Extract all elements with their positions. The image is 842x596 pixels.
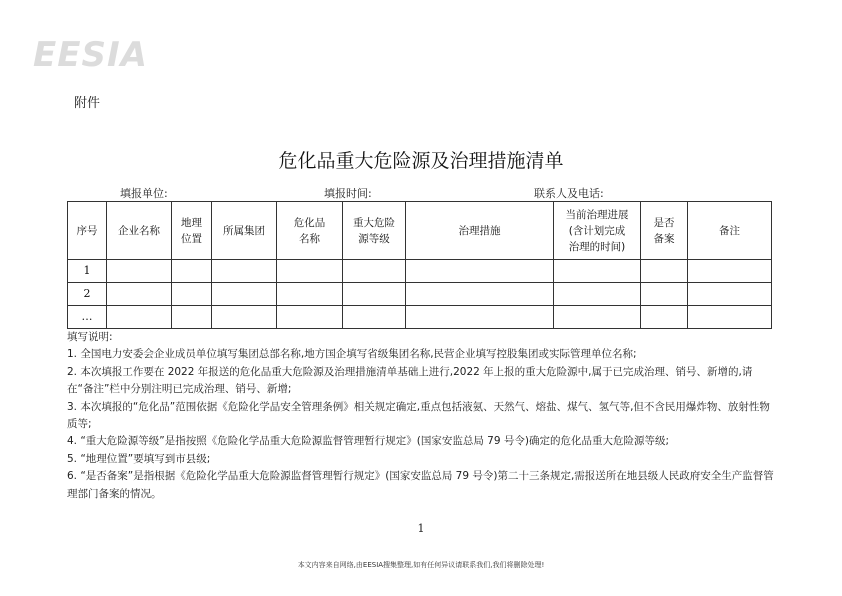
table-cell bbox=[406, 260, 554, 283]
hazard-source-table bbox=[67, 201, 772, 329]
table-cell bbox=[212, 306, 277, 329]
table-cell bbox=[688, 306, 772, 329]
column-header: 当前治理进展 (含计划完成 治理的时间) bbox=[554, 202, 641, 260]
column-header: 地理 位置 bbox=[172, 202, 212, 260]
instruction-item: 5. “地理位置”要填写到市县级; bbox=[67, 452, 211, 465]
table-cell bbox=[688, 260, 772, 283]
table-cell bbox=[172, 260, 212, 283]
table-row bbox=[68, 283, 772, 306]
reporting-unit-label: 填报单位: bbox=[120, 187, 168, 200]
filling-instructions bbox=[67, 329, 775, 503]
table-cell bbox=[343, 260, 406, 283]
column-header: 序号 bbox=[68, 202, 107, 260]
table-cell bbox=[277, 306, 343, 329]
table-header-row bbox=[68, 202, 772, 260]
table-cell bbox=[172, 306, 212, 329]
column-header: 所属集团 bbox=[212, 202, 277, 260]
reporting-time-label: 填报时间: bbox=[324, 187, 372, 200]
instruction-item: 2. 本次填报工作要在 2022 年报送的危化品重大危险源及治理措施清单基础上进行,2022 年上报的重大危险源中,属于已完成治理、销号、新增的,请在“备注”栏中分别注明已完成治理、销号、新增; bbox=[67, 365, 753, 396]
table-cell bbox=[641, 306, 688, 329]
row-index-cell: … bbox=[68, 306, 107, 329]
row-index-cell: 2 bbox=[68, 283, 107, 306]
column-header: 企业名称 bbox=[107, 202, 172, 260]
instruction-item: 1. 全国电力安委会企业成员单位填写集团总部名称,地方国企填写省级集团名称,民营企业填写控股集团或实际管理单位名称; bbox=[67, 348, 637, 361]
table-cell bbox=[554, 260, 641, 283]
table-cell bbox=[277, 283, 343, 306]
column-header: 危化品 名称 bbox=[277, 202, 343, 260]
table-cell bbox=[107, 306, 172, 329]
document-title: 危化品重大危险源及治理措施清单 bbox=[278, 150, 564, 172]
row-index-cell: 1 bbox=[68, 260, 107, 283]
table-cell bbox=[641, 283, 688, 306]
table-cell bbox=[343, 283, 406, 306]
table-cell bbox=[172, 283, 212, 306]
table-cell bbox=[554, 306, 641, 329]
table-cell bbox=[406, 306, 554, 329]
table-cell bbox=[212, 283, 277, 306]
instructions-heading: 填写说明: bbox=[67, 331, 113, 343]
instruction-item: 3. 本次填报的“危化品”范围依据《危险化学品安全管理条例》相关规定确定,重点包括液氨、天然气、熔盐、煤气、氢气等,但不含民用爆炸物、放射性物质等; bbox=[67, 400, 770, 431]
table-row bbox=[68, 260, 772, 283]
table-cell bbox=[277, 260, 343, 283]
table-cell bbox=[212, 260, 277, 283]
table-cell bbox=[554, 283, 641, 306]
table-cell bbox=[406, 283, 554, 306]
instruction-item: 4. “重大危险源等级”是指按照《危险化学品重大危险源监督管理暂行规定》(国家安监总局 79 号令)确定的危化品重大危险源等级; bbox=[67, 435, 669, 448]
contact-label: 联系人及电话: bbox=[534, 187, 604, 200]
attachment-label: 附件 bbox=[74, 96, 101, 111]
table-cell bbox=[107, 260, 172, 283]
table-cell bbox=[107, 283, 172, 306]
page-number: 1 bbox=[417, 522, 425, 535]
table-row bbox=[68, 306, 772, 329]
table-cell bbox=[343, 306, 406, 329]
footer-disclaimer: 本文内容来自网络,由EESIA搜集整理,如有任何异议请联系我们,我们将删除处理! bbox=[297, 561, 545, 569]
column-header: 重大危险 源等级 bbox=[343, 202, 406, 260]
column-header: 备注 bbox=[688, 202, 772, 260]
table-cell bbox=[641, 260, 688, 283]
instruction-item: 6. “是否备案”是指根据《危险化学品重大危险源监督管理暂行规定》(国家安监总局 79 号令)第二十三条规定,需报送所在地县级人民政府安全生产监督管理部门备案的情况。 bbox=[67, 470, 774, 500]
column-header: 是否 备案 bbox=[641, 202, 688, 260]
table-cell bbox=[688, 283, 772, 306]
eesia-logo-watermark: EESIA bbox=[33, 35, 148, 75]
column-header: 治理措施 bbox=[406, 202, 554, 260]
